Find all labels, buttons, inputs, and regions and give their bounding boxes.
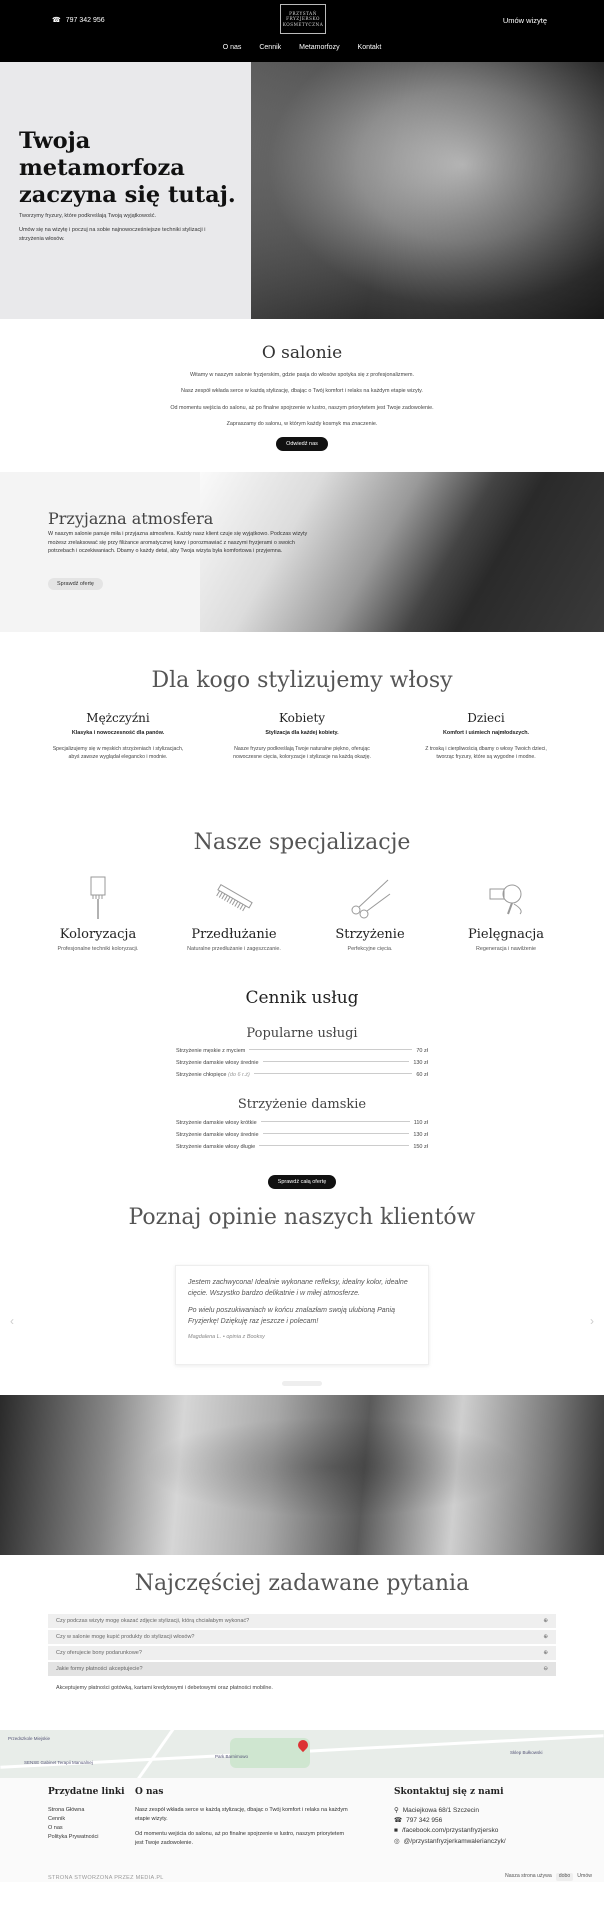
spec-card-title: Pielęgnacja [468,927,544,942]
main-nav [0,43,604,54]
audience-card-subtitle: Stylizacja dla każdej kobiety. [265,730,339,736]
footer-phone[interactable] [394,1816,599,1826]
footer-link-prices[interactable]: Cennik [48,1815,66,1822]
site-logo[interactable] [280,4,326,34]
spec-card-cutting [305,873,435,953]
about-paragraph: Od momentu wejścia do salonu, aż po finalne spojrzenie w lustro, naszym priorytetem jest Twoje zadowolenie. [170,404,434,411]
location-pin-icon: ⚲ [394,1806,399,1814]
carousel-next-icon[interactable]: › [590,1314,594,1328]
audience-card-subtitle: Klasyka i nowoczesność dla panów. [71,730,165,736]
testimonial-author: Magdalena L. [188,1334,222,1341]
map-label: SENSE Gabinet Terapii Manualnej [24,1760,93,1765]
site-header [0,0,604,62]
audience-title: Dla kogo stylizujemy włosy [151,668,453,693]
hero-section [0,62,604,319]
faq-question: Jakie formy płatności akceptujecie? [56,1665,143,1672]
about-title: O salonie [261,343,343,363]
faq-question: Czy oferujecie bony podarunkowe? [56,1649,142,1656]
about-section [0,319,604,450]
spec-card-desc: Regeneracja i nawilżenie [476,945,536,952]
location-map[interactable] [0,1730,604,1778]
price-group-title: Strzyżenie damskie [237,1097,367,1112]
price-group-title: Popularne usługi [246,1025,358,1041]
audience-card-desc: Z troską i cierpliwością dbamy o włosy Twoich dzieci, tworząc fryzury, które są wygodne i modne. [425,746,547,761]
copyright-text: STRONA STWORZONA PRZEZ MEDIA.PL [48,1875,164,1881]
visit-us-button[interactable]: Odwiedź nas [276,437,328,451]
comb-icon [169,873,299,923]
face-banner-image [0,1395,604,1555]
faq-section [0,1555,604,1730]
nav-item-metamorphoses[interactable]: Metamorfozy [299,44,340,51]
map-label: Sklep Bułkowski [510,1750,543,1755]
logo-line: KOSMETYCZNA [282,21,324,27]
faq-question: Czy w salonie mogę kupić produkty do stylizacji włosów? [56,1633,195,1640]
hero-title-line: zaczyna się tutaj. [19,182,236,208]
price-name: Strzyżenie damskie włosy krótkie [176,1119,257,1126]
check-offer-button[interactable]: Sprawdź ofertę [48,578,103,590]
faq-item[interactable] [48,1646,556,1660]
hero-tagline: Tworzymy fryzury, które podkreślają Twoją wyjątkowość. [19,213,157,219]
atmosphere-section [0,472,604,632]
hero-title-line: Twoja [19,128,91,154]
price-name: Strzyżenie chłopięce [176,1072,227,1078]
scissors-icon [305,873,435,923]
footer-links-title: Przydatne linki [48,1787,125,1797]
footer-address [394,1806,599,1816]
audience-card-men [48,709,188,762]
audience-card-desc: Nasze fryzury podkreślają Twoje naturalne piękno, oferując nowoczesne cięcia, koloryzacje i stylizacje na każdą okazję. [233,746,371,761]
testimonial-text: Po wielu poszukiwaniach w końcu znalazłam swoją ulubioną Panią Fryzjerkę! Dziękuję raz jeszcze i polecam! [188,1306,396,1325]
cookie-text: Nasza strona używa [505,1873,552,1879]
nav-item-about[interactable]: O nas [222,44,242,51]
audience-card-subtitle: Komfort i uśmiech najmłodszych. [443,730,529,736]
facebook-text: /facebook.com/przystanfryzjersko [401,1827,499,1835]
hair-dryer-icon [441,873,571,923]
faq-item-open[interactable] [48,1662,556,1676]
price-name: Strzyżenie damskie włosy średnie [176,1060,259,1066]
header-phone-number: 797 342 956 [65,17,105,24]
about-paragraph: Zapraszamy do salonu, w którym każdy kosmyk ma znaczenie. [226,421,378,428]
carousel-prev-icon[interactable]: ‹ [10,1314,14,1328]
hero-portrait-image [251,62,604,319]
phone-icon: ☎ [52,17,61,24]
spec-card-desc: Naturalne przedłużanie i zagęszczanie. [187,945,281,952]
spec-card-coloring [33,873,163,953]
footer-link-privacy[interactable]: Polityka Prywatności [48,1833,99,1840]
footer-contact-title: Skontaktuj się z nami [394,1787,504,1797]
full-offer-button[interactable]: Sprawdź całą ofertę [268,1175,337,1189]
faq-item[interactable] [48,1630,556,1644]
prices-section [0,982,604,1197]
footer-facebook[interactable] [394,1826,599,1836]
audience-card-kids [416,709,556,762]
footer-contact [394,1786,599,1847]
price-row [176,1047,428,1059]
logo-line: FRYZJERSKO [286,16,320,22]
prices-title: Cennik usług [245,988,359,1008]
tint-brush-icon [33,873,163,923]
spec-card-desc: Profesjonalne techniki koloryzacji. [57,945,139,952]
carousel-dots[interactable] [282,1381,322,1386]
phone-text: 797 342 956 [406,1816,443,1824]
about-paragraph: Nasz zespół wkłada serce w każdą stylizację, dbając o Twój komfort i relaks na każdym etapie wizyty. [181,388,423,395]
price-value: 70 zł [416,1048,428,1054]
spec-card-desc: Perfekcyjne cięcia. [347,945,393,952]
atmosphere-text: W naszym salonie panuje miła i przyjazna atmosfera. Każdy nasz klient czuje się wyjątkowo. Podczas wizyty możesz zrelaksować się przy filiżance aromatycznej kawy i porozmawiać z naszymi fryzjerami o swoich potrzebach i oczekiwaniach. Dbamy o każdy detal, aby Twoja wizyta była komfortowa i przyjemna. [48,531,308,555]
header-phone[interactable] [52,16,105,27]
spec-card-care [441,873,571,953]
footer-instagram[interactable] [394,1837,599,1847]
price-row [176,1071,428,1083]
price-value: 110 zł [413,1119,428,1126]
address-text: Maciejkowa 68/1 Szczecin [402,1806,479,1814]
footer-about [135,1786,350,1848]
footer-about-text: Od momentu wejścia do salonu, aż po finalne spojrzenie w lustro, naszym priorytetem jest Twoje zadowolenie. [135,1830,345,1846]
specializations-title: Nasze specjalizacje [193,830,411,855]
audience-card-title: Dzieci [467,711,505,725]
footer-link-about[interactable]: O nas [48,1824,63,1831]
price-value: 130 zł [413,1131,428,1138]
nav-item-contact[interactable]: Kontakt [357,44,382,51]
cookie-accept-button[interactable]: dobo [556,1873,574,1881]
hero-subtext: Umów się na wizytę i poczuj na sobie najnowocześniejsze techniki stylizacji i strzyżenia włosów. [19,227,206,242]
faq-question: Czy podczas wizyty mogę okazać zdjęcie stylizacji, którą chciałabym wykonać? [56,1617,250,1624]
faq-title: Najczęściej zadawane pytania [134,1571,470,1596]
spec-card-title: Strzyżenie [335,927,405,942]
instagram-text: @/przystanfryzjerkamwalerianczyk/ [403,1837,506,1845]
plus-icon: ⊕ [543,1617,548,1624]
site-footer [0,1778,604,1882]
price-row [176,1131,428,1143]
price-row [176,1119,428,1131]
testimonial-author-line: Magdalena L. • opinia z Booksy [188,1334,265,1341]
spec-card-title: Przedłużanie [191,927,277,942]
spec-card-title: Koloryzacja [59,927,137,942]
audience-card-desc: Specjalizujemy się w męskich strzyżeniach i stylizacjach, abyś zawsze wyglądał elegancko i modnie. [52,746,184,761]
cookie-more-link[interactable]: Umów [577,1873,592,1879]
phone-icon: ☎ [394,1816,403,1824]
facebook-icon: ■ [394,1827,398,1835]
audience-section [0,632,604,820]
map-label: Przedszkole Miejskie [8,1736,51,1741]
footer-about-text: Nasz zespół wkłada serce w każdą stylizację, dbając o Twój komfort i relaks na każdym etapie wizyty. [135,1806,348,1822]
testimonials-section [0,1197,604,1395]
instagram-icon: ◎ [394,1837,400,1845]
book-appointment-link[interactable]: Umów wizytę [502,16,547,25]
map-label: Park Barnimowo [215,1754,249,1759]
audience-card-title: Kobiety [278,711,326,725]
price-value: 150 zł [413,1143,428,1150]
price-name: Strzyżenie męskie z myciem [176,1048,246,1054]
footer-about-title: O nas [135,1787,164,1797]
spec-card-extension [169,873,299,953]
specializations-section [0,820,604,982]
price-list [176,1119,428,1155]
plus-icon: ⊕ [543,1649,548,1656]
faq-answer: Akceptujemy płatności gotówką, kartami kredytowymi i debetowymi oraz płatności mobilne. [56,1685,273,1691]
price-value: 130 zł [413,1060,428,1066]
about-paragraph: Witamy w naszym salonie fryzjerskim, gdzie pasja do włosów spotyka się z profesjonalizmem. [189,371,415,378]
plus-icon: ⊕ [543,1633,548,1640]
price-note: (do 6 r.ż) [227,1072,250,1078]
price-value: 60 zł [416,1072,428,1078]
nav-item-prices[interactable]: Cennik [259,44,282,51]
hero-title-line: metamorfoza [19,155,185,181]
footer-link-home[interactable]: Strona Główna [48,1806,85,1813]
price-name: Strzyżenie damskie włosy średnie [176,1131,259,1138]
price-name: Strzyżenie damskie włosy długie [176,1143,256,1150]
testimonial-text: Jestem zachwycona! Idealnie wykonane refleksy, idealny kolor, idealne cięcie. Wszystko bardzo delikatnie i w miłej atmosferze. [188,1279,408,1297]
price-list [176,1047,428,1083]
price-row [176,1059,428,1071]
atmosphere-title: Przyjazna atmosfera [48,509,214,528]
testimonials-title: Poznaj opinie naszych klientów [128,1205,476,1230]
minus-icon: ⊖ [543,1665,548,1672]
audience-card-women [232,709,372,762]
audience-card-title: Mężczyźni [86,711,150,725]
footer-links [48,1786,125,1842]
logo-line: PRZYSTAŃ [289,10,317,16]
testimonial-source: opinia z Booksy [226,1334,265,1341]
faq-item[interactable] [48,1614,556,1628]
price-row [176,1143,428,1155]
cookie-bar [505,1873,592,1881]
hero-title [19,128,239,209]
testimonial-card [175,1265,429,1365]
